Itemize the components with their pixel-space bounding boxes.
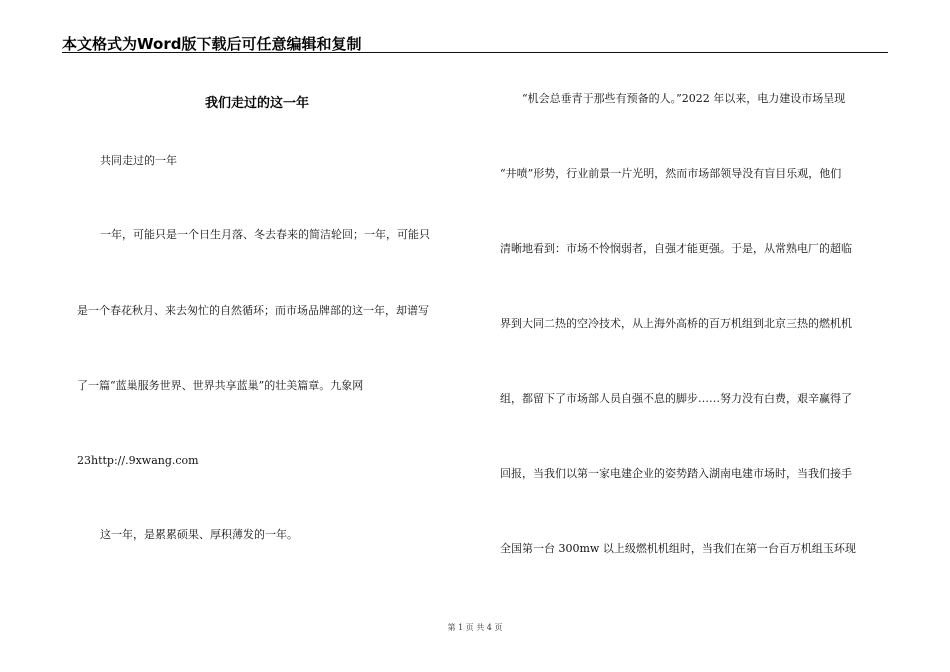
paragraph-line: 一年，可能只是一个日生月落、冬去春来的简洁轮回；一年，可能只 bbox=[100, 228, 430, 241]
paragraph-line: 界到大同二热的空冷技术，从上海外高桥的百万机组到北京三热的燃机机 bbox=[500, 317, 852, 330]
page-footer: 第 1 页 共 4 页 bbox=[447, 623, 503, 632]
paragraph-line: 共同走过的一年 bbox=[100, 154, 177, 167]
paragraph-line: 了一篇“蓝巢服务世界、世界共享蓝巢”的壮美篇章。九象网 bbox=[77, 379, 364, 392]
header-divider bbox=[62, 52, 888, 53]
paragraph-line: 这一年，是累累硕果、厚积薄发的一年。 bbox=[100, 528, 298, 541]
paragraph-line: 清晰地看到：市场不怜悯弱者，自强才能更强。于是，从常熟电厂的超临 bbox=[500, 242, 852, 255]
paragraph-line: 是一个春花秋月、来去匆忙的自然循环；而市场品牌部的这一年，却谱写 bbox=[77, 304, 429, 317]
paragraph-line: 回报，当我们以第一家电建企业的姿势踏入湖南电建市场时，当我们接手 bbox=[500, 467, 852, 480]
paragraph-line: 23http://.9xwang.com bbox=[77, 454, 199, 467]
paragraph-line: “井喷”形势，行业前景一片光明，然而市场部领导没有盲目乐观，他们 bbox=[500, 167, 842, 180]
paragraph-line: 组，都留下了市场部人员自强不息的脚步……努力没有白费，艰辛赢得了 bbox=[500, 392, 852, 405]
page-header-banner: 本文格式为Word版下载后可任意编辑和复制 bbox=[62, 35, 362, 53]
paragraph-line: “机会总垂青于那些有预备的人。”2022 年以来，电力建设市场呈现 bbox=[522, 92, 846, 105]
paragraph-line: 全国第一台 300mw 以上级燃机机组时，当我们在第一台百万机组玉环现 bbox=[500, 542, 856, 555]
article-title: 我们走过的这一年 bbox=[205, 96, 310, 111]
